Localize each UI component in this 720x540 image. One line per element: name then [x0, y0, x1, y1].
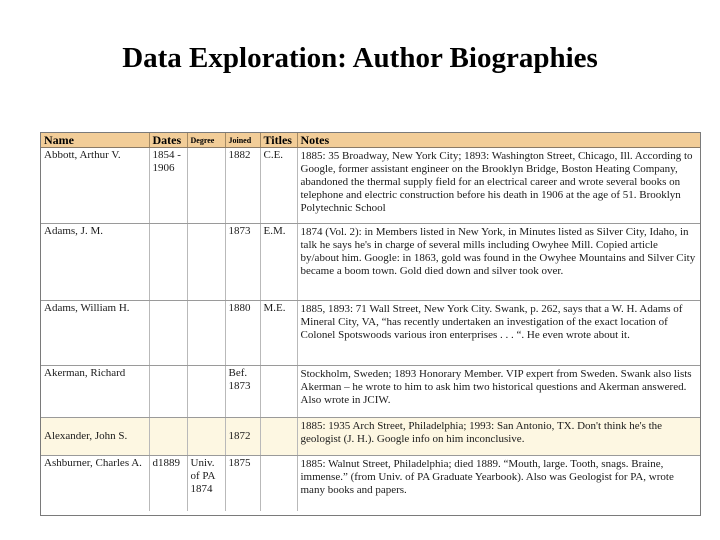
- cell-name: Adams, William H.: [41, 301, 149, 366]
- cell-name: Ashburner, Charles A.: [41, 456, 149, 511]
- cell-degree: [187, 366, 225, 418]
- header-name: Name: [41, 133, 149, 148]
- header-titles: Titles: [260, 133, 297, 148]
- slide-title: Data Exploration: Author Biographies: [122, 42, 598, 74]
- cell-degree: Univ. of PA 1874: [187, 456, 225, 511]
- header-notes: Notes: [297, 133, 700, 148]
- table-row: [41, 418, 700, 456]
- cell-titles: M.E.: [260, 301, 297, 366]
- cell-notes: 1874 (Vol. 2): in Members listed in New York, in Minutes listed as Silver City, Idaho, in talk he says he's in charge of several mills including Owyhee Mill. Copied article by/about him. Google: in 1863, gold was found in the Owyhee Mountains and Silver City became a boom town. Gold died down and silver took over.: [297, 224, 700, 301]
- cell-notes: 1885: 1935 Arch Street, Philadelphia; 1993: San Antonio, TX. Don't think he's the geologist (J. H.). Google info on him inconclusive.: [297, 418, 700, 456]
- cell-degree: [187, 301, 225, 366]
- cell-notes: Stockholm, Sweden; 1893 Honorary Member. VIP expert from Sweden. Swank also lists Akerman – he wrote to him to ask him two historical questions and Akerman answered. Also wrote in JCIW.: [297, 366, 700, 418]
- cell-titles: [260, 418, 297, 456]
- cell-titles: [260, 366, 297, 418]
- cell-joined: 1872: [225, 418, 260, 456]
- header-row: [41, 133, 700, 148]
- cell-joined: 1875: [225, 456, 260, 511]
- cell-name: Akerman, Richard: [41, 366, 149, 418]
- table-row: [41, 456, 700, 511]
- cell-degree: [187, 418, 225, 456]
- cell-name: Abbott, Arthur V.: [41, 148, 149, 224]
- cell-dates: d1889: [149, 456, 187, 511]
- cell-notes: 1885: Walnut Street, Philadelphia; died 1889. “Mouth, large. Tooth, snags. Braine, immense.” (from Univ. of PA Graduate Yearbook). Also was Geologist for PA, wrote many books and papers.: [300, 458, 674, 496]
- cell-titles: C.E.: [260, 148, 297, 224]
- cell-degree: [187, 224, 225, 301]
- cell-joined: Bef. 1873: [225, 366, 260, 418]
- table-row: [41, 224, 700, 301]
- cell-dates: [149, 366, 187, 418]
- cell-dates: [149, 301, 187, 366]
- cell-dates: [149, 224, 187, 301]
- cell-notes: 1885: 35 Broadway, New York City; 1893: Washington Street, Chicago, Ill. According to Google, former assistant engineer on the Brooklyn Bridge, Boston Heating Company, abandoned the thermal supply field for an electrical career and wrote several books on telephone and electric construction before his death in 1906 at the age of 51. Brooklyn Polytechnic School: [297, 148, 700, 224]
- header-joined: Joined: [225, 133, 260, 148]
- header-dates: Dates: [149, 133, 187, 148]
- cell-notes: 1885, 1893: 71 Wall Street, New York City. Swank, p. 262, says that a W. H. Adams of Mineral City, VA, “has recently undertaken an investigation of the exact location of Colonel Spotswoods various iron enterprises . . . “. He even wrote about it.: [297, 301, 700, 366]
- table-row: [41, 148, 700, 224]
- cell-joined: 1880: [225, 301, 260, 366]
- biography-table: [40, 132, 701, 516]
- cell-dates: 1854 - 1906: [149, 148, 187, 224]
- cell-dates: [149, 418, 187, 456]
- cell-name: Adams, J. M.: [41, 224, 149, 301]
- cell-joined: 1882: [225, 148, 260, 224]
- cell-titles: [260, 456, 297, 511]
- author-table: [41, 133, 700, 511]
- cell-degree: [187, 148, 225, 224]
- cell-titles: E.M.: [260, 224, 297, 301]
- cell-joined: 1873: [225, 224, 260, 301]
- header-degree: Degree: [187, 133, 225, 148]
- table-row: [41, 366, 700, 418]
- cell-name: Alexander, John S.: [41, 418, 149, 456]
- table-row: [41, 301, 700, 366]
